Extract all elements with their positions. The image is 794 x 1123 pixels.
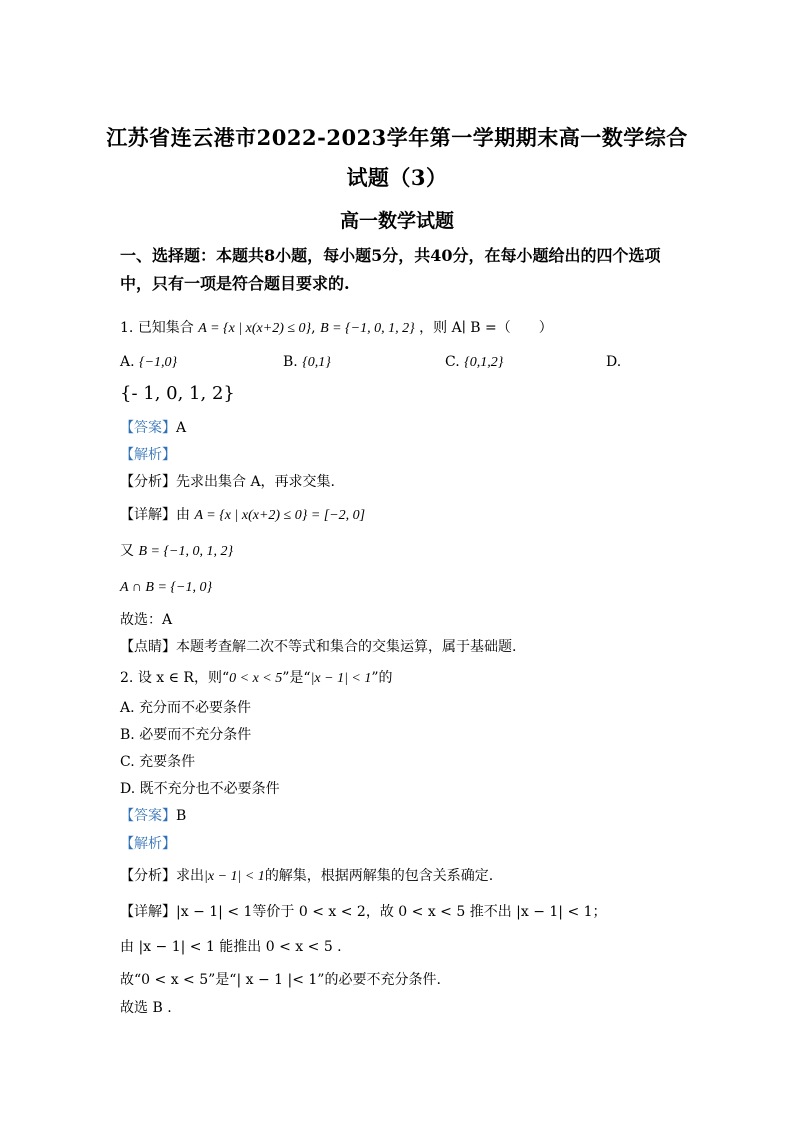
q2-xiangjie-line3: 故“0 < x < 5”是“| x − 1 |< 1”的必要不充分条件. (120, 972, 441, 988)
q1-stem: 1. 已知集合 A = {x | x(x+2) ≤ 0}, B = {−1, 0, 1, 2} ，则 A∣ B =（ ） (120, 320, 553, 336)
q2-stem-c: ”的 (371, 670, 393, 686)
q2-xj-line1: |x − 1| < 1等价于 0 < x < 2，故 0 < x < 5 推不出 |x − 1| < 1； (176, 904, 607, 920)
q1-answer-value: A (176, 420, 187, 436)
q1-option-c (445, 352, 503, 373)
q2-answer-value: B (176, 808, 187, 824)
q2-fenxi-a: 求出 (176, 868, 204, 884)
q2-fenxi-b: 的解集，根据两解集的包含关系确定. (264, 868, 494, 884)
page-subtitle: 高一数学试题 (339, 210, 454, 232)
q2-analysis-tag-text: 【解析】 (120, 836, 176, 852)
q1-xiangjie-prefix: 由 (176, 507, 190, 523)
q1-step2 (120, 541, 233, 562)
q1-dianjing-tag: 【点睛】 (120, 639, 176, 655)
q2-option-d-value: 既不充分也不必要条件 (139, 781, 280, 797)
q1-stem-text: 已知集合 (137, 320, 194, 336)
q2-option-b-label: B. (120, 727, 135, 743)
q2-option-c-value: 充要条件 (139, 754, 196, 770)
q1-dianjing-text: 本题考查解二次不等式和集合的交集运算，属于基础题. (176, 639, 517, 655)
q1-option-b-value: {0,1} (302, 355, 331, 370)
section-heading (120, 242, 680, 298)
q1-step3 (120, 577, 212, 598)
q2-stem-b: ”是“ (282, 670, 311, 686)
q1-option-c-label: C. (445, 354, 460, 370)
q1-fenxi-tag: 【分析】 (120, 474, 176, 490)
q1-step2-prefix: 又 (120, 543, 134, 559)
q1-answer (120, 418, 186, 438)
q1-xiangjie-math: A = {x | x(x+2) ≤ 0} = [−2, 0] (194, 508, 366, 523)
q1-step2-math: B = {−1, 0, 1, 2} (138, 544, 234, 559)
q1-option-a-label: A. (120, 354, 135, 370)
q1-option-a (120, 352, 177, 373)
q1-dianjing (120, 637, 516, 657)
q1-option-b-label: B. (283, 354, 298, 370)
q1-step3-math: A ∩ B = {−1, 0} (120, 580, 213, 595)
q2-option-b (120, 725, 251, 745)
q2-fenxi (120, 866, 493, 887)
q1-fenxi-text: 先求出集合 A，再求交集. (176, 474, 336, 490)
q1-option-b (283, 352, 331, 373)
section-heading-line2: 中，只有一项是符合题目要求的. (120, 274, 350, 293)
q1-analysis-tag (120, 445, 176, 465)
q1-analysis-tag-text: 【解析】 (120, 447, 176, 463)
page-title-line2: 试题（3） (346, 165, 448, 190)
q1-number: 1. (120, 320, 134, 336)
q2-stem-a: 设 x ∈ R，则“ (137, 670, 230, 686)
q1-answer-tag: 【答案】 (120, 420, 176, 436)
q2-answer-tag: 【答案】 (120, 808, 176, 824)
q1-option-d-value: {- 1, 0, 1, 2} (120, 383, 235, 404)
q2-xiangjie-line2: 由 |x − 1| < 1 能推出 0 < x < 5 . (120, 939, 342, 955)
q2-number: 2. (120, 670, 134, 686)
q2-cond1: 0 < x < 5 (229, 671, 283, 686)
q1-set-a: A = {x | x(x+2) ≤ 0} (198, 321, 312, 336)
q2-xiangjie-tag: 【详解】 (120, 904, 176, 920)
q2-option-d (120, 779, 280, 799)
q2-option-d-label: D. (120, 781, 136, 797)
q2-option-c (120, 752, 195, 772)
q2-option-a-value: 充分而不必要条件 (139, 700, 252, 716)
page-title-line1: 江苏省连云港市2022-2023学年第一学期期末高一数学综合 (106, 125, 688, 150)
q2-cond2: |x − 1| < 1 (310, 671, 372, 686)
q2-conclusion: 故选 B . (120, 1000, 172, 1016)
q2-option-c-label: C. (120, 754, 135, 770)
q2-fenxi-math: |x − 1| < 1 (204, 869, 265, 884)
q2-fenxi-tag: 【分析】 (120, 868, 176, 884)
q1-set-b: B = {−1, 0, 1, 2} (320, 321, 415, 336)
q1-xiangjie-tag: 【详解】 (120, 507, 176, 523)
q1-option-a-value: {−1,0} (139, 355, 178, 370)
q2-xiangjie-line1 (120, 902, 607, 922)
q1-fenxi (120, 472, 335, 492)
q2-option-a (120, 698, 251, 718)
q1-xiangjie (120, 505, 365, 526)
section-heading-line1: 一、选择题：本题共8小题，每小题5分，共40分，在每小题给出的四个选项 (120, 246, 661, 265)
q2-analysis-tag (120, 834, 176, 854)
q1-option-d-label: D. (606, 354, 622, 370)
q2-option-a-label: A. (120, 700, 135, 716)
q1-ask: ，则 A∣ B =（ ） (419, 320, 553, 336)
q2-option-b-value: 必要而不充分条件 (139, 727, 252, 743)
q1-option-c-value: {0,1,2} (464, 355, 504, 370)
q1-conclusion: 故选：A (120, 612, 173, 628)
q2-stem (120, 668, 393, 689)
q2-answer (120, 806, 186, 826)
